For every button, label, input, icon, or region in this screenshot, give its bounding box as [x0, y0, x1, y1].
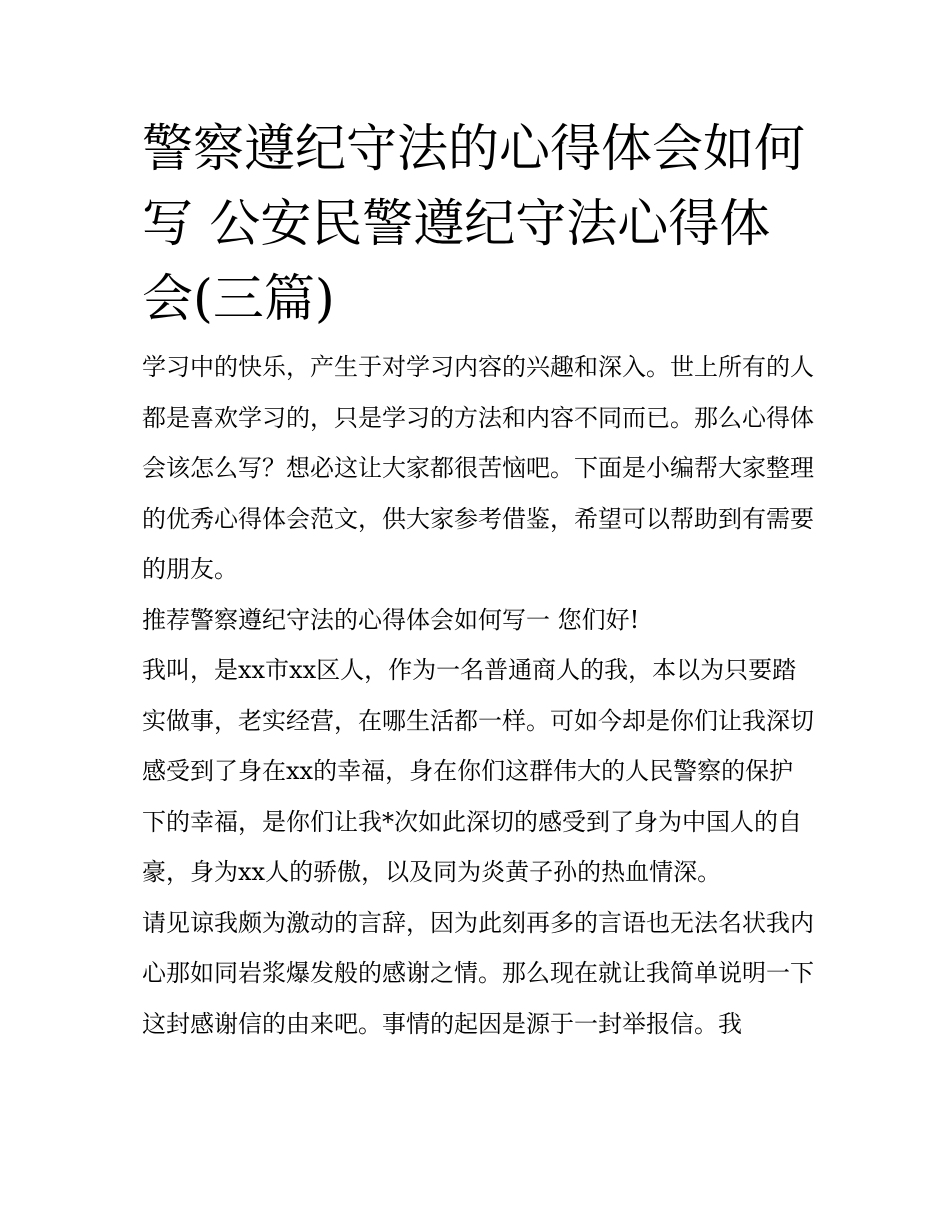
document-page — [142, 112, 814, 1049]
document-body — [142, 342, 814, 1049]
document-title: 警察遵纪守法的心得体会如何写 公安民警遵纪守法心得体会(三篇) — [142, 120, 806, 329]
paragraph-letter-body: 我叫，是xx市xx区人，作为一名普通商人的我，本以为只要踏实做事，老实经营，在哪生活都一样。可如今却是你们让我深切感受到了身在xx的幸福，身在你们这群伟大的人民警察的保护下的幸福，是你们让我*次如此深切的感受到了身为中国人的自豪，身为xx人的骄傲，以及同为炎黄子孙的热血情深。 — [142, 656, 814, 886]
paragraph-intro: 学习中的快乐，产生于对学习内容的兴趣和深入。世上所有的人都是喜欢学习的，只是学习的方法和内容不同而已。那么心得体会该怎么写？想必这让大家都很苦恼吧。下面是小编帮大家整理的优秀心得体会范文，供大家参考借鉴，希望可以帮助到有需要的朋友。 — [142, 353, 814, 583]
paragraph-recommend-heading: 推荐警察遵纪守法的心得体会如何写一 您们好! — [142, 605, 640, 634]
paragraph-letter-continued: 请见谅我颇为激动的言辞，因为此刻再多的言语也无法名状我内心那如同岩浆爆发般的感谢之情。那么现在就让我简单说明一下这封感谢信的由来吧。事情的起因是源于一封举报信。我 — [142, 908, 814, 1038]
